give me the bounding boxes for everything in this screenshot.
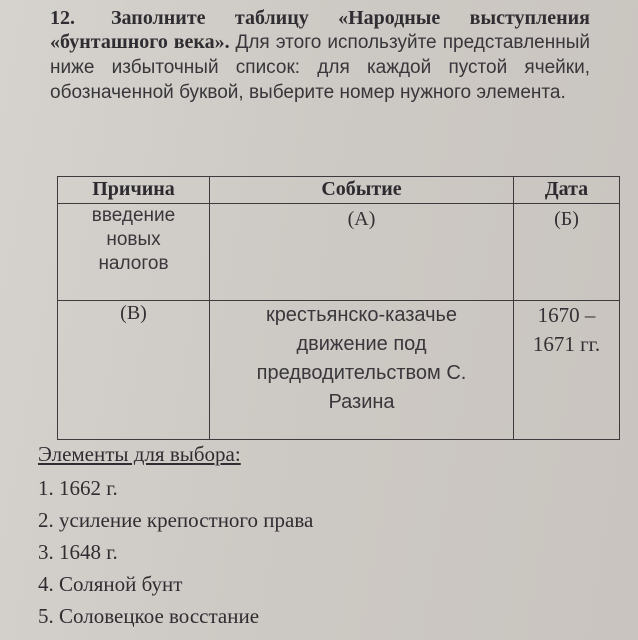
header-date: Дата <box>514 177 620 204</box>
task-text <box>50 6 590 105</box>
task-lead: Заполните таблицу «Народные выступления «бунташного века». <box>50 7 590 53</box>
placeholder-a: (А) <box>347 208 376 230</box>
cell-date-2 <box>514 301 620 440</box>
cell-event-a <box>210 204 514 301</box>
task-number: 12. <box>50 7 75 29</box>
choice-elements <box>38 440 598 632</box>
placeholder-b: (Б) <box>554 208 579 230</box>
header-cause: Причина <box>58 177 210 204</box>
events-table <box>57 176 620 440</box>
list-item: 2. усиление крепостного права <box>38 508 314 532</box>
list-item: 1. 1662 г. <box>38 476 118 500</box>
table-header-row <box>58 177 620 204</box>
list-item: 3. 1648 г. <box>38 540 118 564</box>
cell-text: крестьянско-казачье движение под предводительством С. Разина <box>256 304 467 413</box>
cell-event-2 <box>210 301 514 440</box>
cell-text: введение новых налогов <box>91 205 176 274</box>
list-item: 5. Соловецкое восстание <box>38 604 260 628</box>
table-row <box>58 301 620 440</box>
header-event: Событие <box>210 177 514 204</box>
cell-cause-1 <box>58 204 210 301</box>
cell-cause-v <box>58 301 210 440</box>
cell-date-b <box>514 204 620 301</box>
table-row <box>58 204 620 301</box>
cell-text: 1670 – 1671 гг. <box>532 303 601 356</box>
task-instructions: Для этого используйте представленный ниже избыточный список: для каждой пустой ячейки, обозначенной буквой, выберите номер нужного элемента. <box>50 32 590 103</box>
elements-title: Элементы для выбора: <box>38 442 241 466</box>
placeholder-v: (В) <box>120 302 147 324</box>
list-item: 4. Соляной бунт <box>38 572 183 596</box>
